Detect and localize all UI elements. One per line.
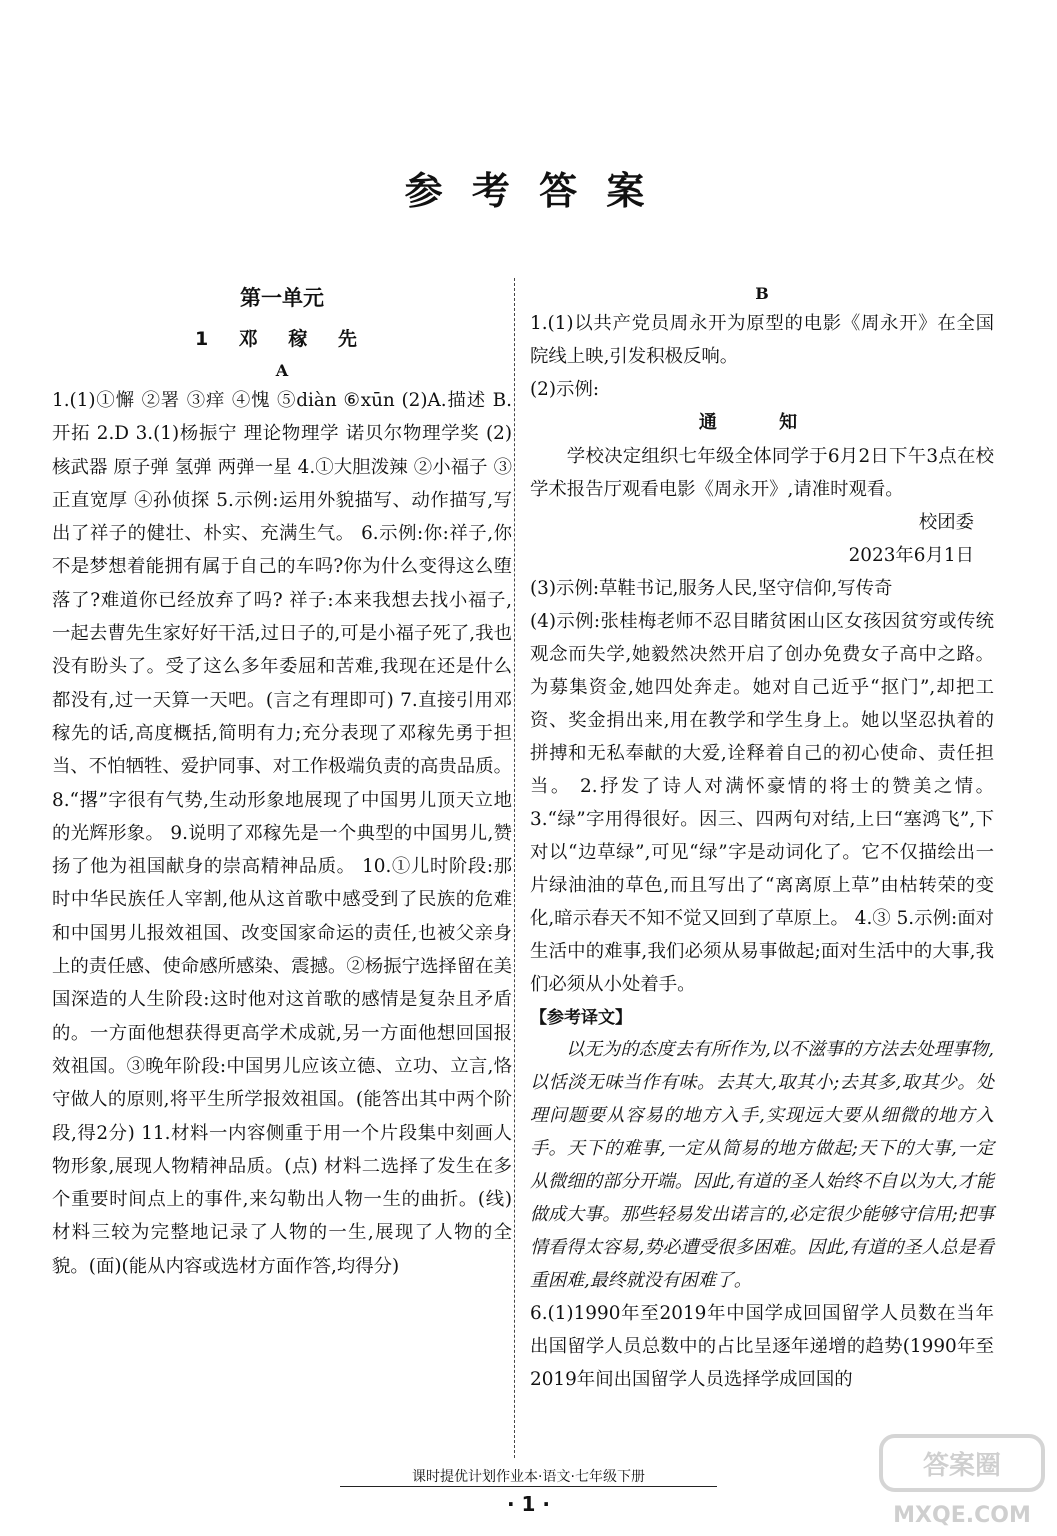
page-number: · 1 · xyxy=(506,1492,551,1516)
reference-translation-label: 【参考译文】 xyxy=(530,1008,632,1028)
right-column xyxy=(530,278,994,1396)
answer-q6: 6.(1)1990年至2019年中国学成回国留学人员数在当年出国留学人员总数中的占比呈逐年递增的趋势(1990年至2019年间出国留学人员选择学成回国的 xyxy=(530,1303,994,1390)
notice-body: 学校决定组织七年级全体同学于6月2日下午3点在校学术报告厅观看电影《周永开》,请准时观看。 xyxy=(530,446,994,500)
lesson-heading: 1 邓 稼 先 xyxy=(194,328,370,350)
page-title: 参 考 答 案 xyxy=(404,169,653,213)
footer-book-title: 课时提优计划作业本·语文·七年级下册 xyxy=(412,1469,645,1485)
answer-text-left: 1.(1)①懈 ②署 ③痒 ④愧 ⑤diàn ⑥xūn (2)A.描述 B.开拓 2.D 3.(1)杨振宁 理论物理学 诺贝尔物理学奖 (2)核武器 原子弹 氢弹 两弹一星 4.①大胆泼辣 ②小福子 ③正直宽厚 ④孙侦探 5.示例:运用外貌描写、动作描写,写出了祥子的健壮、朴实、充满生气。 6.示例:你:祥子,你不是梦想着能拥有属于自己的车吗?你为什么变得这么堕落了?难道你已经放弃了吗? 祥子:本来我想去找小福子,一起去曹先生家好好干活,过日子的,可是小福子死了,我也没有盼头了。受了这么多年委屈和苦难,我现在还是什么都没有,过一天算一天吧。(言之有理即可) 7.直接引用邓稼先的话,高度概括,简明有力;充分表现了邓稼先勇于担当、不怕牺牲、爱护同事、对工作极端负责的高贵品质。 8.“撂”字很有气势,生动形象地展现了中国男儿顶天立地的光辉形象。 9.说明了邓稼先是一个典型的中国男儿,赞扬了他为祖国献身的崇高精神品质。 10.①儿时阶段:那时中华民族任人宰割,他从这首歌中感受到了民族的危难和中国男儿报效祖国、改变国家命运的责任,也被父亲身上的责任感、使命感所感染、震撼。②杨振宁选择留在美国深造的人生阶段:这时他对这首歌的感情是复杂且矛盾的。一方面他想获得更高学术成就,另一方面他想回国报效祖国。③晚年阶段:中国男儿应该立德、立功、立言,恪守做人的原则,将平生所学报效祖国。(能答出其中两个阶段,得2分) 11.材料一内容侧重于用一个片段集中刻画人物形象,展现人物精神品质。(点) 材料二选择了发生在多个重要时间点上的事件,来勾勒出人物一生的曲折。(线) 材料三较为完整地记录了人物的一生,展现了人物的全貌。(面)(能从内容或选材方面作答,均得分) xyxy=(52,390,512,1277)
answer-q1-2-label: (2)示例: xyxy=(530,379,600,400)
section-a-heading: A xyxy=(275,361,289,380)
left-column xyxy=(52,278,512,1283)
column-divider xyxy=(514,278,515,1458)
watermark-logo xyxy=(877,1432,1047,1532)
section-b-heading: B xyxy=(755,284,769,303)
footer-rule xyxy=(340,1486,717,1487)
reference-translation: 以无为的态度去有所作为,以不滋事的方法去处理事物,以恬淡无味当作有味。去其大,取其小;去其多,取其少。处理问题要从容易的地方入手,实现远大要从细微的地方入手。天下的难事,一定从简易的地方做起;天下的大事,一定从微细的部分开端。因此,有道的圣人始终不自以为大,才能做成大事。那些轻易发出诺言的,必定很少能够守信用;把事情看得太容易,势必遭受很多困难。因此,有道的圣人总是看重困难,最终就没有困难了。 xyxy=(530,1039,994,1291)
svg-text:MXQE.COM: MXQE.COM xyxy=(893,1503,1031,1528)
unit-heading: 第一单元 xyxy=(240,286,324,310)
answer-q1-4: (4)示例:张桂梅老师不忍目睹贫困山区女孩因贫穷或传统观念而失学,她毅然决然开启了创办免费女子高中之路。为募集资金,她四处奔走。她对自己近乎“抠门”,却把工资、奖金捐出来,用在教学和学生身上。她以坚忍执着的拼搏和无私奉献的大爱,诠释着自己的初心使命、责任担当。 2.抒发了诗人对满怀豪情的将士的赞美之情。 3.“绿”字用得很好。因三、四两句对结,上曰“塞鸿飞”,下对以“边草绿”,可见“绿”字是动词化了。它不仅描绘出一片绿油油的草色,而且写出了“离离原上草”由枯转荣的变化,暗示春天不知不觉又回到了草原上。 4.③ 5.示例:面对生活中的难事,我们必须从易事做起;面对生活中的大事,我们必须从小处着手。 xyxy=(530,611,994,995)
notice-title: 通 知 xyxy=(698,412,826,433)
answer-q1-1: 1.(1)以共产党员周永开为原型的电影《周永开》在全国院线上映,引发积极反响。 xyxy=(530,313,994,367)
svg-text:答案圈: 答案圈 xyxy=(922,1451,1002,1481)
answer-q1-3: (3)示例:草鞋书记,服务人民,坚守信仰,写传奇 xyxy=(530,578,893,599)
notice-signature: 校团委 xyxy=(918,512,974,533)
notice-date: 2023年6月1日 xyxy=(848,545,974,566)
